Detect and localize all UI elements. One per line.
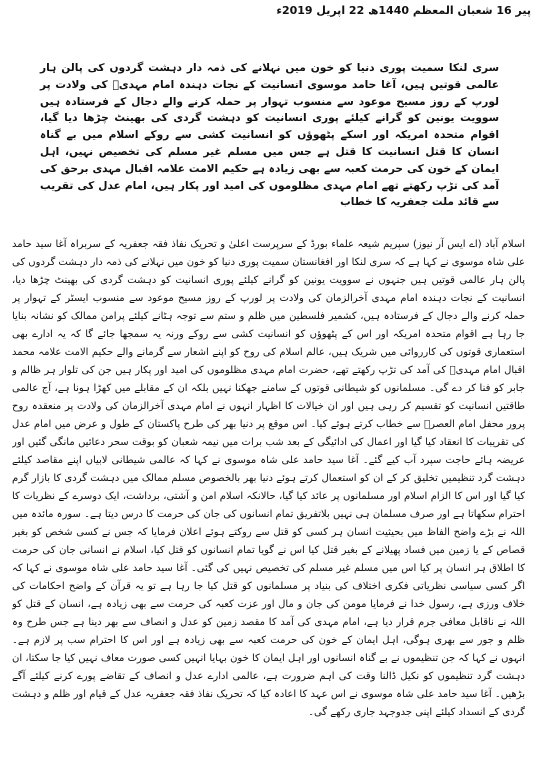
article-body <box>12 236 525 773</box>
dateline-hijri: 16 شعبان المعظم 1440ھ <box>368 4 512 17</box>
article-paragraph: اسلام آباد (اے ایس آر نیوز) سپریم شیعہ علماء بورڈ کے سرپرست اعلیٰ و تحریک نفاذ فقہ جعفریہ کے سربراہ آغا سید حامد علی شاہ موسوی نے کہا ہے کہ سری لنکا اور افغانستان سمیت پوری دنیا کو خون میں نہلانے کی ذمہ دار دہشت گردوں کی پالن ہار عالمی قوتیں ہیں جنہوں نے سوویت یونین کو گرانے کیلئے پوری انسانیت کو دہشت گردی کی بھینٹ چڑھا دیا، انسانیت کے نجات دہندہ امام مہدی آخرالزمان کی ولادت پر لورپ کے روز مسیح موعود سے منسوب ایسٹر کے تہوار پر حملہ کرنے والے دجال کے فرستادہ ہیں، کشمیر فلسطین میں ظلم و ستم سے توجہ ہٹانے کیلئے پرامن ممالک کو نشانہ بنایا جا رہا ہے اقوام متحدہ امریکہ اور اس کے پٹھوؤں کو انسانیت کشی سے روکے ورنہ یہ سمجھا جائے گا کہ یہ ادارے بھی استعماری قوتوں کی کارروائی میں شریک ہیں، عالم اسلام کی روح کو اپنے اشعار سے گرمانے والے حکیم الامت علامہ محمد اقبال امام مہدیؑ کی آمد کی تڑپ رکھتے تھے، حضرت امام مہدی مظلوموں کی امید اور پکار ہیں جن کی تلوار ہر ظالم و جابر کو فنا کر دے گی۔ مسلمانوں کو شیطانی قوتوں کے سامنے جھکنا نہیں بلکہ ان کے مقابلے میں کھڑا ہونا ہے، آج عالمی طاقتیں انسانیت کو تقسیم کر رہی ہیں اور ان خیالات کا اظہار انہوں نے امام مہدی آخرالزمان کی ولادت پر منعقدہ روح پرور محفل امام العصرؑ سے خطاب کرتے ہوئے کیا۔ اس موقع پر دنیا بھر کی طرح پاکستان کے طول و عرض میں امام عدل کی تقریبات کا انعقاد کیا گیا اور اعمال کی ادائیگی کے بعد شب برات میں نیمہ شعبان کو بوقت سحر دعائیں مانگی گئیں اور عریضہ ہائے حاجت سپرد آب کیے گئے۔ آغا سید حامد علی شاہ موسوی نے کہا کہ عالمی شیطانی لابیاں اپنے مقاصد کیلئے دہشت گرد تنظیمیں تخلیق کر کے ان کو استعمال کرتے ہوئے دنیا بھر بالخصوص مسلم ممالک میں دہشت گردی کا بازار گرم کیا گیا اور اس کا الزام اسلام اور مسلمانوں پر عائد کیا گیا، حالانکہ اسلام امن و آشتی، برداشت، ایک دوسرے کے نظریات کا احترام سکھاتا ہے اور صرف مسلمان ہی نہیں بلاتفریق تمام انسانوں کی جان کی حرمت کا درس دیتا ہے۔ سورہ مائدہ میں اللہ نے بڑے واضح الفاظ میں بحیثیت انسان ہر کسی کو قتل سے روکتے ہوئے اعلان فرمایا کہ جس نے کسی شخص کو بغیر قصاص کے یا زمین میں فساد پھیلانے کے بغیر قتل کیا اس نے گویا تمام انسانوں کو قتل کیا، اسلام نے انسانی جان کی حرمت کا اطلاق ہر انسان پر کیا اس میں مسلم غیر مسلم کی تخصیص نہیں کی گئی۔ آغا سید حامد علی شاہ موسوی نے کہا کہ اگر کسی سیاسی نظریاتی فکری اختلاف کی بنیاد پر مسلمانوں کو قتل کیا جا رہا ہے تو یہ قرآن کے واضح احکامات کی خلاف ورزی ہے، رسول خدا نے فرمایا مومن کی جان و مال اور عزت کعبہ کی حرمت سے بھی زیادہ ہے، انسان کے قتل کو اللہ نے ناقابل معافی جرم قرار دیا ہے، امام مہدی کی آمد کا مقصد زمین کو عدل و انصاف سے بھر دینا ہے جس طرح وہ ظلم و جور سے بھری ہوگی، اہل ایمان کے خون کی حرمت کعبہ سے بھی زیادہ ہے اور اس کا احترام سب پر لازم ہے۔ انہوں نے کہا کہ جن تنظیموں نے بے گناہ انسانوں اور اہل ایمان کا خون بہایا انہیں کسی صورت معاف نہیں کیا جا سکتا، ان دہشت گرد تنظیموں کو نکیل ڈالنا وقت کی اہم ضرورت ہے، عالمی ادارے عدل و انصاف کے تقاضے پورے کرنے کیلئے آگے بڑھیں۔ آغا سید حامد علی شاہ موسوی نے اس عہد کا اعادہ کیا کہ تحریک نفاذ فقہ جعفریہ عدل کے قیام اور ظلم و دہشت گردی کے انسداد کیلئے اپنی جدوجہد جاری رکھے گی۔ <box>12 239 525 718</box>
dateline-day: پیر <box>515 4 531 17</box>
dateline <box>6 4 531 17</box>
headline: سری لنکا سمیت پوری دنیا کو خون میں نہلانے کی ذمہ دار دہشت گردوں کی پالن ہار عالمی قوتیں ہیں، آغا حامد موسوی انسانیت کے نجات دہندہ امام مہدیؑ کی ولادت پر لورپ کے روز مسیح موعود سے منسوب تہوار پر حملہ کرنے والے دجال کے فرستادہ ہیں سوویت یونین کو گرانے کیلئے پوری انسانیت کو دہشت گردی کی بھینٹ چڑھا دیا گیا، اقوام متحدہ امریکہ اور اسکے پٹھوؤں کو انسانیت کشی سے روکے اسلام میں بے گناہ انسان کا قتل انسانیت کا قتل ہے جس میں مسلم غیر مسلم کی تخصیص نہیں، اہل ایمان کے خون کی حرمت کعبہ سے بھی زیادہ ہے حکیم الامت علامہ اقبال مہدی برحق کی آمد کی تڑپ رکھتے تھے امام مہدی مظلوموں کی امید اور پکار ہیں، امام عدل کی تقریب سے قائد ملت جعفریہ کا خطاب <box>40 62 499 209</box>
dateline-gregorian: 22 اپریل 2019ء <box>276 4 365 17</box>
